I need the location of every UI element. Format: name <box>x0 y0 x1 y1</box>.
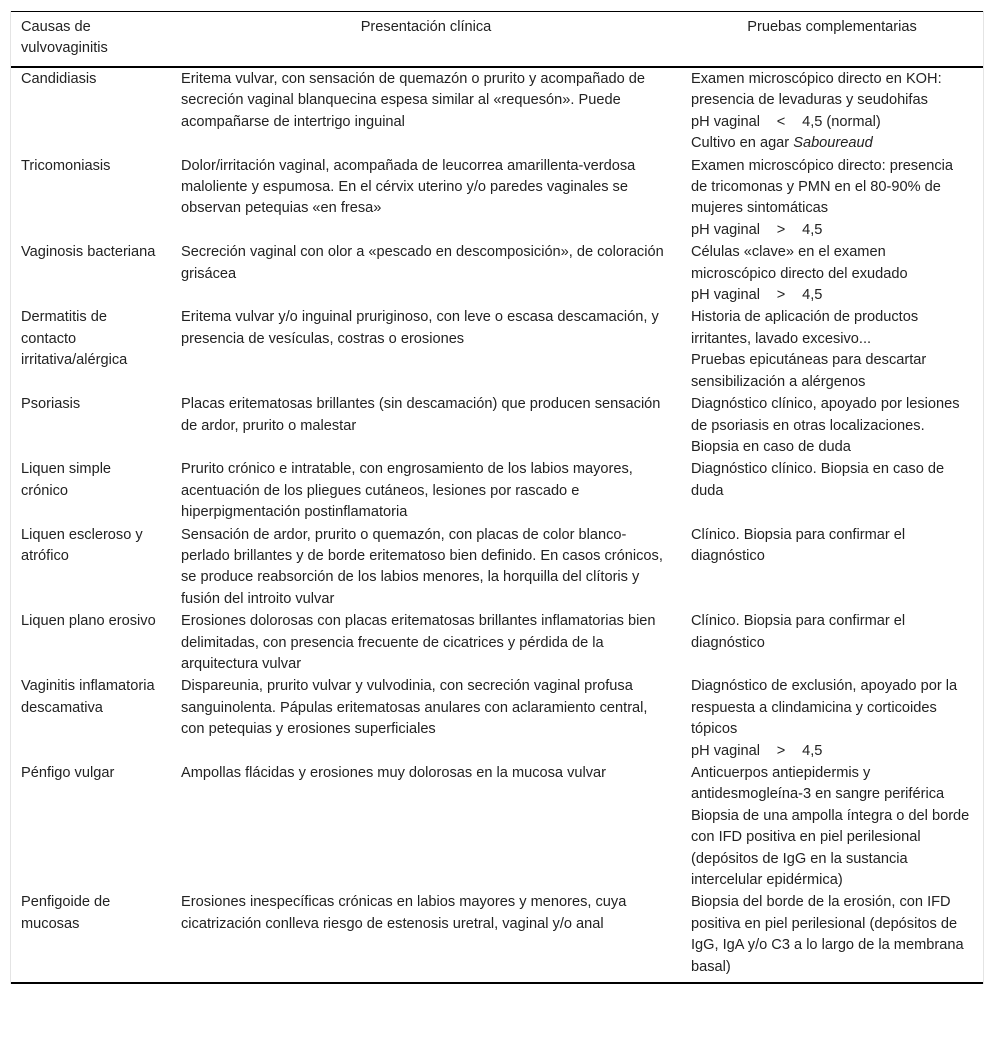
table-row <box>11 67 983 155</box>
header-causes: Causas de vulvovaginitis <box>21 19 108 56</box>
presentation-cell: Sensación de ardor, prurito o quemazón, con placas de color blanco-perlado brillantes y de borde eritematoso bien definido. En casos crónicos, se produce reabsorción de los labios menores, la horquilla del clítoris y fusión del introito vulvar <box>181 526 663 607</box>
cause-cell: Pénfigo vulgar <box>21 765 115 781</box>
vulvovaginitis-table <box>11 11 983 984</box>
test-line <box>691 307 973 350</box>
ph-operator: < <box>776 113 786 130</box>
table-row <box>11 524 983 611</box>
tests-cell <box>681 610 983 675</box>
test-line <box>691 242 973 285</box>
cause-cell: Tricomoniasis <box>21 157 111 174</box>
cause-cell: Liquen plano erosivo <box>21 613 156 630</box>
presentation-cell: Placas eritematosas brillantes (sin descamación) que producen sensación de ardor, prurito o malestar <box>181 396 661 434</box>
header-presentation: Presentación clínica <box>360 19 492 35</box>
test-text: Cultivo en agar <box>691 135 794 152</box>
tests-cell <box>681 241 983 306</box>
test-line <box>691 763 973 806</box>
test-text: Clínico. Biopsia para confirmar el diagnóstico <box>691 613 906 651</box>
tests-cell <box>681 306 983 393</box>
ph-operator: > <box>776 287 786 304</box>
tests-cell <box>681 67 983 155</box>
cause-cell: Liquen simple crónico <box>21 461 112 499</box>
test-text: Anticuerpos antiepidermis y antidesmogleína-3 en sangre periférica <box>691 765 945 803</box>
table-header <box>11 12 983 68</box>
test-text: Examen microscópico directo: presencia de tricomonas y PMN en el 80-90% de mujeres sintomáticas <box>691 157 953 217</box>
test-text: Examen microscópico directo en KOH: presencia de levaduras y seudohifas <box>691 71 942 109</box>
ph-value: 4,5 (normal) <box>802 113 881 130</box>
ph-label: pH vaginal <box>691 113 760 130</box>
presentation-cell: Eritema vulvar y/o inguinal pruriginoso, con leve o escasa descamación, y presencia de vesículas, costras o erosiones <box>181 309 659 347</box>
test-line <box>691 806 973 892</box>
ph-label: pH vaginal <box>691 287 760 304</box>
tests-cell <box>681 524 983 611</box>
table-row <box>11 675 983 762</box>
tests-cell <box>681 891 983 983</box>
test-line <box>691 892 973 978</box>
cause-cell: Psoriasis <box>21 396 81 413</box>
ph-operator: > <box>776 742 786 759</box>
test-line <box>691 133 973 154</box>
table-row <box>11 762 983 891</box>
test-text-italic: Saboureaud <box>793 135 873 152</box>
cause-cell: Vaginitis inflamatoria descamativa <box>21 678 155 716</box>
test-text: Clínico. Biopsia para confirmar el diagnóstico <box>691 526 906 564</box>
cause-cell: Candidiasis <box>21 71 97 87</box>
tests-cell <box>681 393 983 458</box>
ph-label: pH vaginal <box>691 742 760 759</box>
tests-cell <box>681 675 983 762</box>
cause-cell: Dermatitis de contacto irritativa/alérgica <box>21 309 128 369</box>
ph-value: 4,5 <box>802 742 823 759</box>
test-line <box>691 350 973 393</box>
test-text: Biopsia de una ampolla íntegra o del borde con IFD positiva en piel perilesional (depósitos de IgG en la sustancia intercelular epidérmica) <box>691 807 970 889</box>
table-row <box>11 241 983 306</box>
table-body <box>11 67 983 983</box>
test-text: Biopsia del borde de la erosión, con IFD positiva en piel perilesional (depósitos de IgG, IgA y/o C3 a lo largo de la membrana basal) <box>691 894 964 975</box>
test-text: Diagnóstico clínico, apoyado por lesiones de psoriasis en otras localizaciones. Biopsia en caso de duda <box>691 396 960 455</box>
presentation-cell: Erosiones inespecíficas crónicas en labios mayores y menores, cuya cicatrización conlleva riesgo de estenosis uretral, vaginal y/o anal <box>181 894 627 932</box>
presentation-cell: Dolor/irritación vaginal, acompañada de leucorrea amarillenta-verdosa maloliente y espumosa. En el cérvix uterino y/o paredes vaginales se observan petequias «en fresa» <box>181 157 636 217</box>
header-row <box>11 12 983 68</box>
ph-value: 4,5 <box>802 287 823 304</box>
test-text: Células «clave» en el examen microscópico directo del exudado <box>691 244 908 282</box>
ph-value: 4,5 <box>802 221 823 238</box>
test-line <box>691 676 973 740</box>
presentation-cell: Dispareunia, prurito vulvar y vulvodinia, con secreción vaginal profusa sanguinolenta. Pápulas eritematosas anulares con aclaramiento central, con petequias y erosiones superficiales <box>181 678 648 738</box>
presentation-cell: Erosiones dolorosas con placas eritematosas brillantes inflamatorias bien delimitadas, con presencia frecuente de cicatrices y pérdida de la arquitectura vulvar <box>181 613 656 672</box>
presentation-cell: Ampollas flácidas y erosiones muy dolorosas en la mucosa vulvar <box>181 765 607 781</box>
test-line <box>691 611 973 654</box>
ph-label: pH vaginal <box>691 221 760 238</box>
ph-line <box>691 112 973 133</box>
tests-cell <box>681 458 983 523</box>
table-row <box>11 458 983 523</box>
vulvovaginitis-table-container <box>10 11 984 984</box>
ph-line <box>691 220 973 241</box>
ph-operator: > <box>776 221 786 238</box>
test-line <box>691 394 973 458</box>
presentation-cell: Secreción vaginal con olor a «pescado en descomposición», de coloración grisácea <box>181 244 664 282</box>
ph-line <box>691 741 973 762</box>
test-line <box>691 69 973 112</box>
test-text: Diagnóstico de exclusión, apoyado por la respuesta a clindamicina y corticoides tópicos <box>691 678 958 738</box>
presentation-cell: Eritema vulvar, con sensación de quemazón o prurito y acompañado de secreción vaginal blanquecina espesa similar al «requesón». Puede acompañarse de intertrigo inguinal <box>181 71 646 130</box>
test-line <box>691 459 973 502</box>
tests-cell <box>681 155 983 242</box>
tests-cell <box>681 762 983 891</box>
test-line <box>691 525 973 568</box>
table-row <box>11 155 983 242</box>
header-tests: Pruebas complementarias <box>747 19 917 35</box>
presentation-cell: Prurito crónico e intratable, con engrosamiento de los labios mayores, acentuación de los pliegues cutáneos, lesiones por rascado e hiperpigmentación postinflamatoria <box>181 461 633 521</box>
test-text: Pruebas epicutáneas para descartar sensibilización a alérgenos <box>691 352 927 390</box>
table-row <box>11 306 983 393</box>
table-row <box>11 891 983 983</box>
test-text: Historia de aplicación de productos irritantes, lavado excesivo... <box>691 309 919 347</box>
cause-cell: Vaginosis bacteriana <box>21 244 156 261</box>
table-row <box>11 393 983 458</box>
ph-line <box>691 285 973 306</box>
cause-cell: Liquen escleroso y atrófico <box>21 526 143 564</box>
cause-cell: Penfigoide de mucosas <box>21 894 111 932</box>
test-line <box>691 156 973 220</box>
table-row <box>11 610 983 675</box>
test-text: Diagnóstico clínico. Biopsia en caso de duda <box>691 461 945 499</box>
